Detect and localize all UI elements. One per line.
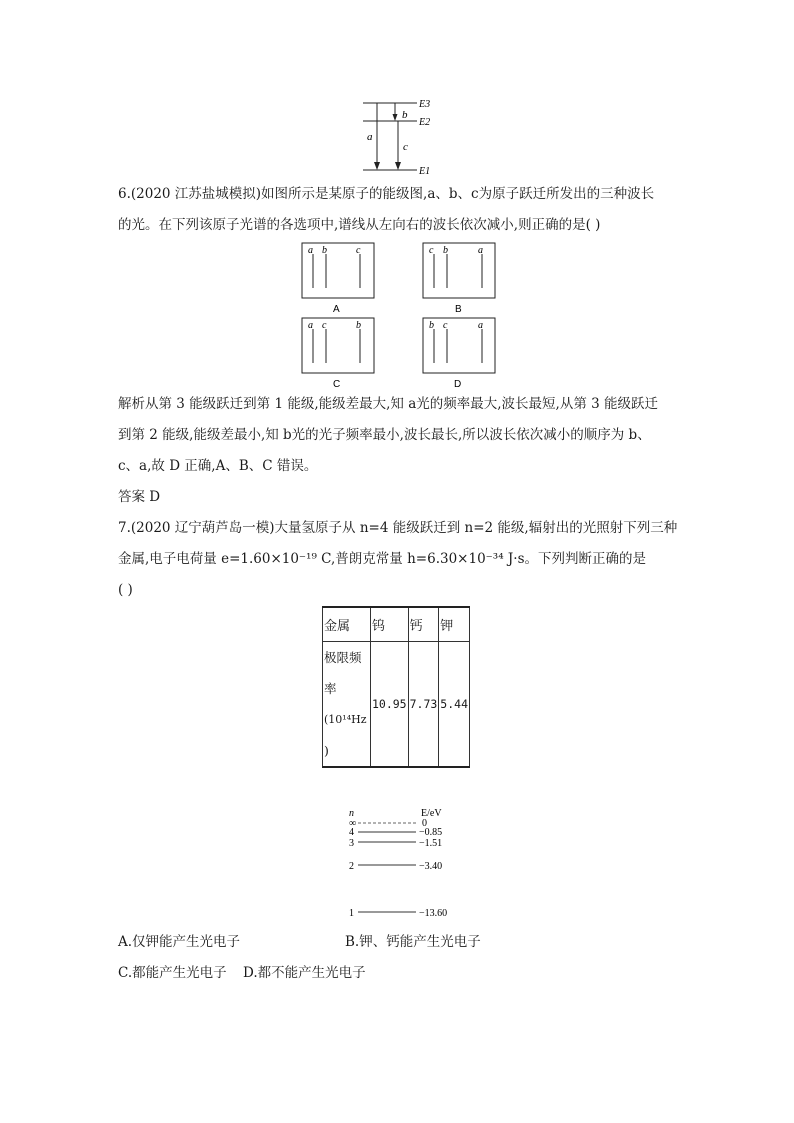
q6-line-1: 6.(2020 江苏盐城模拟)如图所示是某原子的能级图,a、b、c为原子跃迁所发出的三种波长: [118, 186, 655, 202]
q7-line-3: ( ): [118, 582, 133, 598]
analysis-line-3: c、a,故 D 正确,A、B、C 错误。: [118, 458, 318, 474]
arrow-label-a: a: [367, 131, 373, 143]
header-tungsten: 钨: [370, 607, 408, 641]
analysis-line-1: 解析从第 3 能级跃迁到第 1 能级,能级差最大,知 a光的频率最大,波长最短,从第 3 能级跃迁: [118, 396, 659, 412]
header-metal: 金属: [323, 607, 371, 641]
option-d[interactable]: D.都不能产生光电子: [243, 965, 366, 981]
value-calcium: 7.73: [408, 641, 439, 767]
level-e-4: −0.85: [419, 827, 443, 838]
spectrum-b-letter-3: a: [478, 245, 483, 256]
option-c[interactable]: C.都能产生光电子: [118, 965, 227, 981]
level-n-2: 2: [349, 861, 354, 872]
value-tungsten: 10.95: [370, 641, 408, 767]
spectrum-d-label: D: [454, 379, 462, 390]
spectrum-box-c: [302, 318, 374, 390]
answer-line: 答案 D: [118, 489, 161, 505]
q7-line-2: 金属,电子电荷量 e=1.60×10⁻¹⁹ C,普朗克常量 h=6.30×10⁻³⁴ J·s。下列判断正确的是: [118, 551, 647, 567]
level-e-2: −3.40: [419, 861, 443, 872]
spectrum-c-letter-3: b: [356, 320, 361, 331]
row-label-line-2: 率: [324, 680, 337, 696]
header-potassium: 钾: [439, 607, 470, 641]
spectrum-c-label: C: [333, 379, 341, 390]
level-n-1: 1: [349, 908, 354, 919]
spectrum-box-d: [423, 318, 495, 390]
arrow-label-c: c: [403, 141, 408, 153]
spectrum-a-label: A: [333, 304, 340, 315]
q7-line-1: 7.(2020 辽宁葫芦岛一模)大量氢原子从 n=4 能级跃迁到 n=2 能级,辐射出的光照射下列三种: [118, 520, 678, 536]
value-potassium: 5.44: [439, 641, 470, 767]
spectrum-a-letter-1: a: [308, 245, 313, 256]
level-label-e1: E1: [419, 166, 431, 177]
level-n-inf: ∞: [349, 818, 357, 829]
spectrum-box-a: [302, 243, 374, 315]
spectrum-d-letter-2: c: [443, 320, 448, 331]
energy-level-figure-top: [355, 96, 445, 178]
row-label-line-1: 极限频: [324, 649, 362, 665]
level-e-1: −13.60: [419, 908, 448, 919]
q6-line-2: 的光。在下列该原子光谱的各选项中,谱线从左向右的波长依次减小,则正确的是( ): [118, 217, 601, 233]
spectrum-d-letter-1: b: [429, 320, 434, 331]
header-calcium: 钙: [408, 607, 439, 641]
spectrum-a-letter-2: b: [322, 245, 327, 256]
level-n-4: 4: [349, 827, 354, 838]
n-axis-label: n: [349, 808, 354, 819]
spectrum-b-letter-1: c: [429, 245, 434, 256]
hydrogen-energy-level-diagram: [340, 804, 460, 920]
spectrum-d-letter-3: a: [478, 320, 483, 331]
spectrum-b-letter-2: b: [443, 245, 448, 256]
spectrum-c-letter-2: c: [322, 320, 327, 331]
level-n-3: 3: [349, 838, 354, 849]
spectrum-c-letter-1: a: [308, 320, 313, 331]
analysis-line-2: 到第 2 能级,能级差最小,知 b光的光子频率最小,波长最长,所以波长依次减小的顺序为 b、: [118, 427, 651, 443]
spectrum-b-label: B: [455, 304, 462, 315]
option-a[interactable]: A.仅钾能产生光电子: [118, 934, 241, 950]
e-axis-label: E/eV: [421, 808, 442, 819]
spectrum-a-letter-3: c: [356, 245, 361, 256]
level-e-3: −1.51: [419, 838, 443, 849]
spectrum-options-figure: [296, 240, 502, 390]
row-label-line-4: ): [324, 742, 329, 758]
level-e-inf: 0: [422, 818, 427, 829]
level-label-e2: E2: [419, 117, 431, 128]
level-label-e3: E3: [419, 99, 431, 110]
option-b[interactable]: B.钾、钙能产生光电子: [345, 934, 481, 950]
row-label-line-3: (10¹⁴Hz: [324, 712, 367, 726]
threshold-frequency-table: [322, 606, 470, 768]
spectrum-box-b: [423, 243, 495, 315]
row-label-threshold-frequency: [323, 641, 371, 767]
arrow-label-b: b: [402, 109, 408, 121]
